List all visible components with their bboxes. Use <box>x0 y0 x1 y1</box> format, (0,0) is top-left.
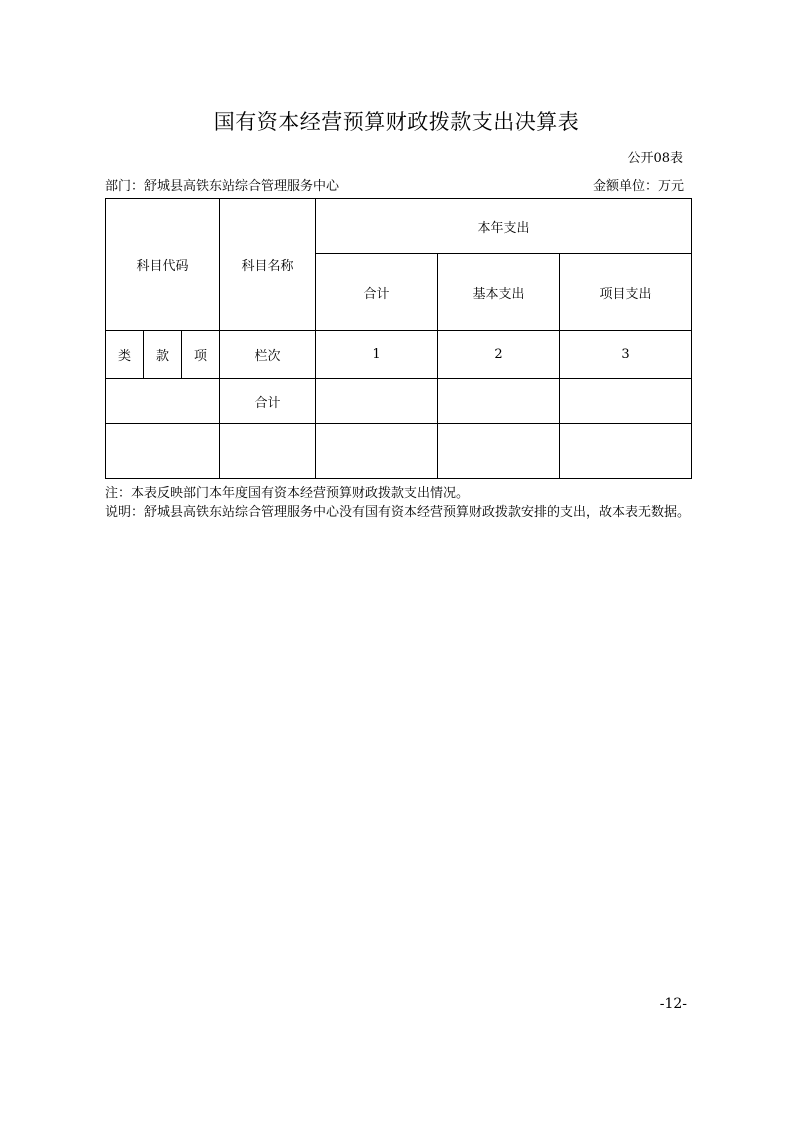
notes-section <box>105 484 691 522</box>
subheader-lei: 类 <box>106 331 144 379</box>
expense-table <box>105 198 692 479</box>
empty-row-total-cell <box>316 424 438 479</box>
table-row-total <box>106 379 692 424</box>
total-row-label: 合计 <box>220 379 316 424</box>
header-basic-expense: 基本支出 <box>438 254 560 331</box>
empty-row-code-cell <box>106 424 220 479</box>
empty-row-name-cell <box>220 424 316 479</box>
subheader-xiang: 项 <box>182 331 220 379</box>
column-index-1: 1 <box>316 331 438 379</box>
note-text: 注：本表反映部门本年度国有资本经营预算财政拨款支出情况。 <box>105 486 470 501</box>
department-label: 部门：舒城县高铁东站综合管理服务中心 <box>105 179 340 194</box>
empty-row-basic-cell <box>438 424 560 479</box>
header-year-expense: 本年支出 <box>316 199 692 254</box>
total-row-basic-cell <box>438 379 560 424</box>
row-index-label: 栏次 <box>220 331 316 379</box>
column-index-2: 2 <box>438 331 560 379</box>
table-row-empty <box>106 424 692 479</box>
total-row-code-cell <box>106 379 220 424</box>
page-title: 国有资本经营预算财政拨款支出决算表 <box>213 110 580 134</box>
subheader-kuan: 款 <box>144 331 182 379</box>
total-row-project-cell <box>560 379 692 424</box>
header-subject-code: 科目代码 <box>106 199 220 331</box>
page-number: -12- <box>659 996 687 1012</box>
total-row-total-cell <box>316 379 438 424</box>
header-subject-name: 科目名称 <box>220 199 316 331</box>
header-project-expense: 项目支出 <box>560 254 692 331</box>
explanation-text: 说明：舒城县高铁东站综合管理服务中心没有国有资本经营预算财政拨款安排的支出，故本表无数据。 <box>105 505 691 520</box>
empty-row-project-cell <box>560 424 692 479</box>
header-total: 合计 <box>316 254 438 331</box>
amount-unit-label: 金额单位：万元 <box>592 179 684 194</box>
table-number: 公开08表 <box>627 151 683 166</box>
column-index-3: 3 <box>560 331 692 379</box>
